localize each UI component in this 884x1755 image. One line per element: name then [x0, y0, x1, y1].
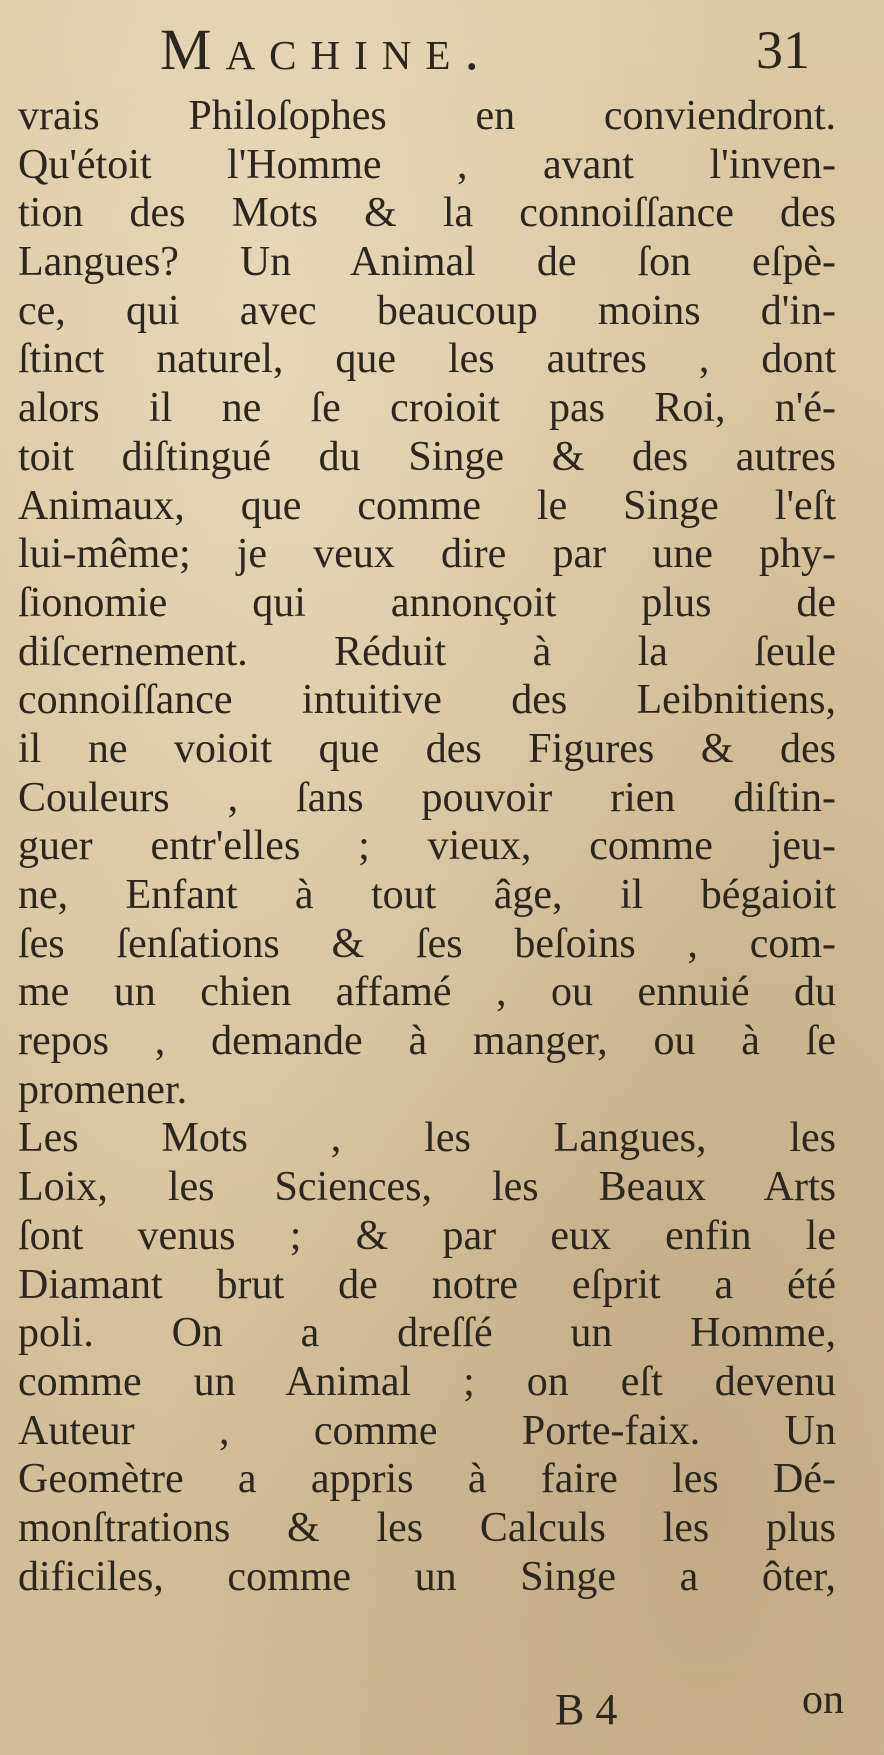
text-line: diſcernement. Réduit à la ſeule [18, 628, 836, 675]
text-line: Qu'étoit l'Homme , avant l'inven- [18, 141, 836, 188]
text-line: promener. [18, 1066, 188, 1113]
running-title: Machine. [160, 17, 493, 82]
text-line: Geomètre a appris à faire les Dé- [18, 1456, 836, 1503]
text-line: Les Mots , les Langues, les [18, 1115, 836, 1162]
page-header [0, 14, 884, 86]
text-line: ſionomie qui annonçoit plus de [18, 579, 836, 626]
text-line: lui-même; je veux dire par une phy- [18, 531, 836, 578]
page-number: 31 [756, 20, 810, 80]
text-line: poli. On a dreſſé un Homme, [18, 1310, 836, 1357]
text-line: ſtinct naturel, que les autres , dont [18, 336, 836, 383]
text-line: ſes ſenſations & ſes beſoins , com- [18, 920, 836, 967]
text-line: Animaux, que comme le Singe l'eſt [18, 482, 836, 529]
text-line: tion des Mots & la connoiſſance des [18, 190, 836, 237]
text-line: il ne voioit que des Figures & des [18, 725, 836, 772]
signature-mark: B 4 [555, 1685, 618, 1734]
text-line: me un chien affamé , ou ennuié du [18, 969, 836, 1016]
text-line: toit diſtingué du Singe & des autres [18, 433, 836, 480]
text-line: ne, Enfant à tout âge, il bégaioit [18, 872, 836, 918]
text-line: comme un Animal ; on eſt devenu [18, 1358, 836, 1405]
text-line: Langues? Un Animal de ſon eſpè- [18, 239, 836, 286]
text-line: connoiſſance intuitive des Leibnitiens, [18, 677, 836, 724]
page-footer [0, 1677, 884, 1740]
body-text [18, 92, 836, 1601]
text-line: alors il ne ſe croioit pas Roi, n'é- [18, 385, 836, 432]
text-line: dificiles, comme un Singe a ôter, [18, 1553, 836, 1600]
text-line: Auteur , comme Porte-faix. Un [18, 1407, 836, 1454]
catchword: on [802, 1677, 844, 1723]
text-line: ce, qui avec beaucoup moins d'in- [18, 287, 836, 334]
text-line: ſont venus ; & par eux enfin le [18, 1212, 836, 1259]
text-line: Loix, les Sciences, les Beaux Arts [18, 1164, 836, 1211]
text-line: Couleurs , ſans pouvoir rien diſtin- [18, 774, 836, 821]
text-line: monſtrations & les Calculs les plus [18, 1504, 836, 1551]
text-line: Diamant brut de notre eſprit a été [18, 1261, 836, 1308]
text-line: guer entr'elles ; vieux, comme jeu- [18, 823, 836, 870]
text-line: repos , demande à manger, ou à ſe [18, 1018, 836, 1065]
text-line: vrais Philoſophes en conviendront. [18, 93, 836, 139]
